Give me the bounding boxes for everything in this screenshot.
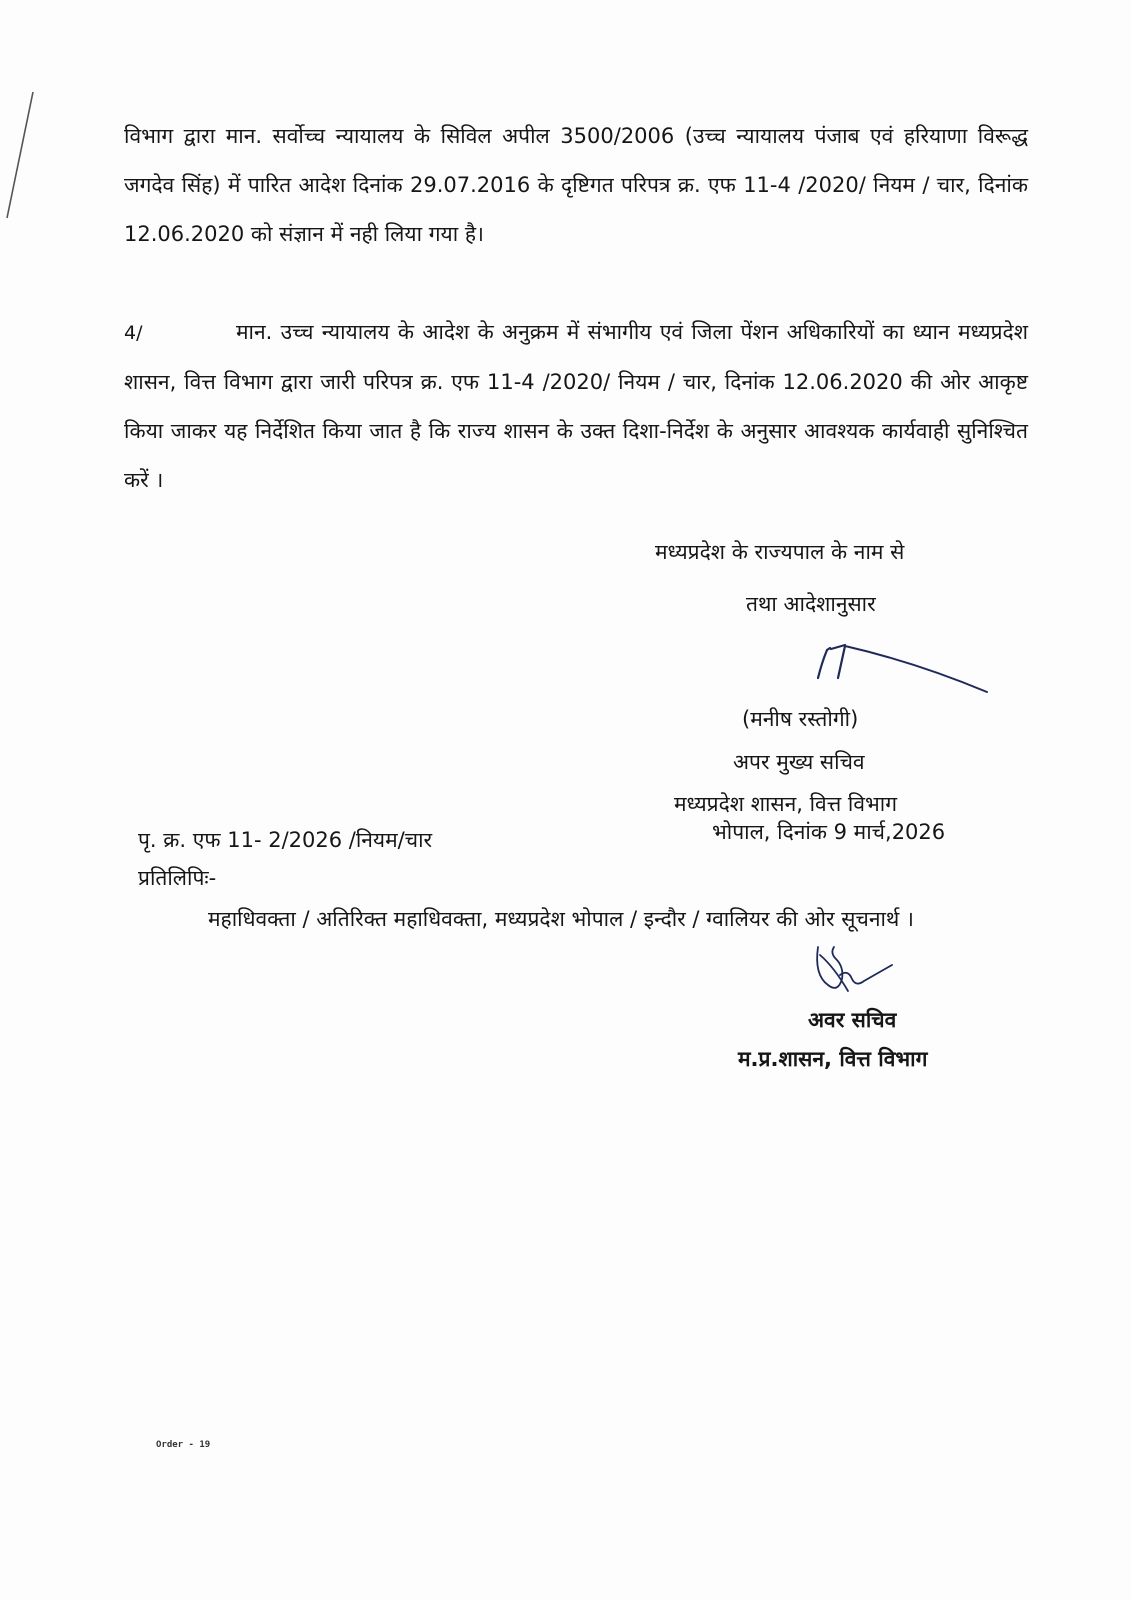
paragraph-3: [124, 112, 1028, 259]
under-secretary-designation: अवर सचिव: [808, 1008, 897, 1032]
signature-manish-rastogi: [805, 640, 995, 705]
copy-to-heading: प्रतिलिपिः-: [138, 866, 217, 890]
governor-authority-line: मध्यप्रदेश के राज्यपाल के नाम से: [655, 540, 905, 564]
signer-department: मध्यप्रदेश शासन, वित्त विभाग: [674, 792, 898, 816]
signer-designation: अपर मुख्य सचिव: [733, 750, 865, 774]
under-secretary-department: म.प्र.शासन, वित्त विभाग: [738, 1047, 928, 1071]
footer-order-code: Order - 19: [156, 1440, 211, 1450]
paragraph-4-number: 4/: [124, 322, 143, 344]
paragraph-3-text: विभाग द्वारा मान. सर्वोच्च न्यायालय के सिविल अपील 3500/2006 (उच्च न्यायालय पंजाब एवं हरियाणा विरूद्ध जगदेव सिंह) में पारित आदेश दिनांक 29.07.2016 के दृष्टिगत परिपत्र क्र. एफ 11-4 /2020/ नियम / चार, दिनांक 12.06.2020 को संज्ञान में नही लिया गया है।: [124, 124, 1028, 246]
margin-pen-mark: [0, 0, 40, 230]
signer-name: (मनीष रस्तोगी): [742, 707, 859, 731]
endorsement-reference-number: पृ. क्र. एफ 11- 2/2026 /नियम/चार: [138, 828, 433, 852]
copy-to-recipients: महाधिवक्ता / अतिरिक्त महाधिवक्ता, मध्यप्रदेश भोपाल / इन्दौर / ग्वालियर की ओर सूचनार्थ ।: [208, 907, 914, 931]
order-line: तथा आदेशानुसार: [746, 592, 876, 616]
signature-under-secretary: [808, 935, 903, 1000]
place-and-date: भोपाल, दिनांक 9 मार्च,2026: [712, 820, 946, 844]
paragraph-4-text: मान. उच्च न्यायालय के आदेश के अनुक्रम में संभागीय एवं जिला पेंशन अधिकारियों का ध्यान मध्यप्रदेश शासन, वित्त विभाग द्वारा जारी परिपत्र क्र. एफ 11-4 /2020/ नियम / चार, दिनांक 12.06.2020 की ओर आकृष्ट किया जाकर यह निर्देशित किया जात है कि राज्य शासन के उक्त दिशा-निर्देश के अनुसार आवश्यक कार्यवाही सुनिश्चित करें ।: [124, 320, 1028, 492]
paragraph-4: [124, 308, 1028, 505]
